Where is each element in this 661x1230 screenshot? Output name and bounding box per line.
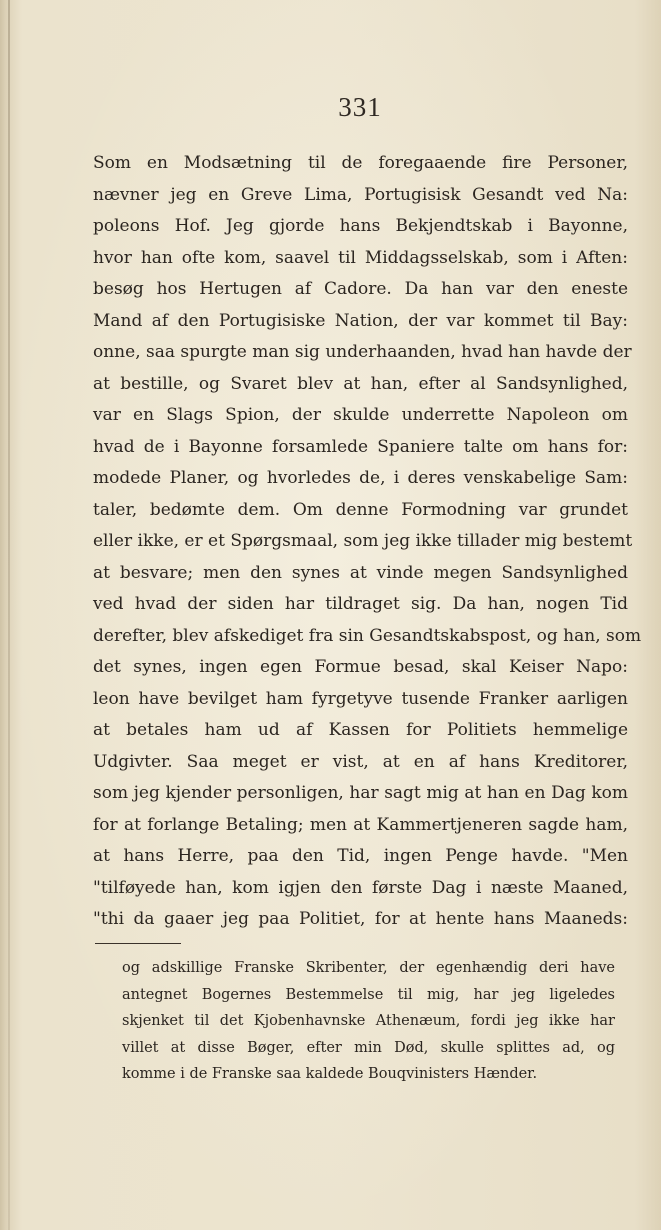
page-number: 331 — [338, 92, 382, 122]
footnote-line: komme i de Franske saa kaldede Bouqvinisters Hænder. — [122, 1066, 538, 1082]
body-line: taler, bedømte dem. Om denne Formodning var grundet — [93, 499, 628, 520]
body-line: ved hvad der siden har tildraget sig. Da han, nogen Tid — [93, 594, 628, 614]
body-line: hvor han ofte kom, saavel til Middagsselskab, som i Aften: — [93, 247, 628, 268]
body-line: Udgivter. Saa meget er vist, at en af hans Kreditorer, — [93, 751, 628, 772]
body-line: derefter, blev afskediget fra sin Gesandtskabspost, og han, som — [93, 625, 642, 646]
footnote-divider — [95, 943, 181, 944]
body-line: at besvare; men den synes at vinde megen Sandsynlighed — [93, 562, 628, 583]
footnote-block — [122, 955, 615, 1088]
body-line: Som en Modsætning til de foregaaende fire Personer, — [93, 153, 628, 173]
body-line: som jeg kjender personligen, har sagt mig at han en Dag kom — [93, 783, 628, 803]
body-line: modede Planer, og hvorledes de, i deres venskabelige Sam: — [93, 468, 628, 488]
body-line: at hans Herre, paa den Tid, ingen Penge havde. "Men — [93, 846, 628, 866]
body-line: at bestille, og Svaret blev at han, efter al Sandsynlighed, — [93, 373, 628, 394]
body-line: hvad de i Bayonne forsamlede Spaniere talte om hans for: — [93, 436, 628, 457]
body-line: poleons Hof. Jeg gjorde hans Bekjendtskab i Bayonne, — [93, 216, 628, 236]
body-line: det synes, ingen egen Formue besad, skal Keiser Napo: — [93, 657, 628, 677]
footnote-line: og adskillige Franske Skribenter, der egenhændig deri have — [122, 960, 615, 976]
footnote-line: skjenket til det Kjobenhavnske Athenæum, fordi jeg ikke har — [122, 1013, 615, 1029]
body-line: "thi da gaaer jeg paa Politiet, for at hente hans Maaneds: — [93, 909, 628, 929]
body-line: at betales ham ud af Kassen for Politiets hemmelige — [93, 720, 628, 740]
body-line: Mand af den Portugisiske Nation, der var kommet til Bay: — [93, 310, 628, 331]
body-line: nævner jeg en Greve Lima, Portugisisk Gesandt ved Na: — [93, 184, 628, 205]
footnote-line: antegnet Bogernes Bestemmelse til mig, har jeg ligeledes — [122, 986, 615, 1003]
body-line: var en Slags Spion, der skulde underrette Napoleon om — [93, 405, 628, 425]
binding-gutter — [8, 0, 10, 1230]
footnote-line: villet at disse Bøger, efter min Død, skulle splittes ad, og — [122, 1039, 615, 1056]
body-line: "tilføyede han, kom igjen den første Dag i næste Maaned, — [93, 877, 628, 898]
body-line: for at forlange Betaling; men at Kammertjeneren sagde ham, — [93, 814, 628, 835]
body-text — [93, 148, 642, 936]
body-line: besøg hos Hertugen af Cadore. Da han var den eneste — [93, 279, 628, 299]
body-line: leon have bevilget ham fyrgetyve tusende Franker aarligen — [93, 688, 628, 709]
body-line: eller ikke, er et Spørgsmaal, som jeg ikke tillader mig bestemt — [93, 531, 633, 551]
body-line: onne, saa spurgte man sig underhaanden, hvad han havde der — [93, 342, 632, 362]
